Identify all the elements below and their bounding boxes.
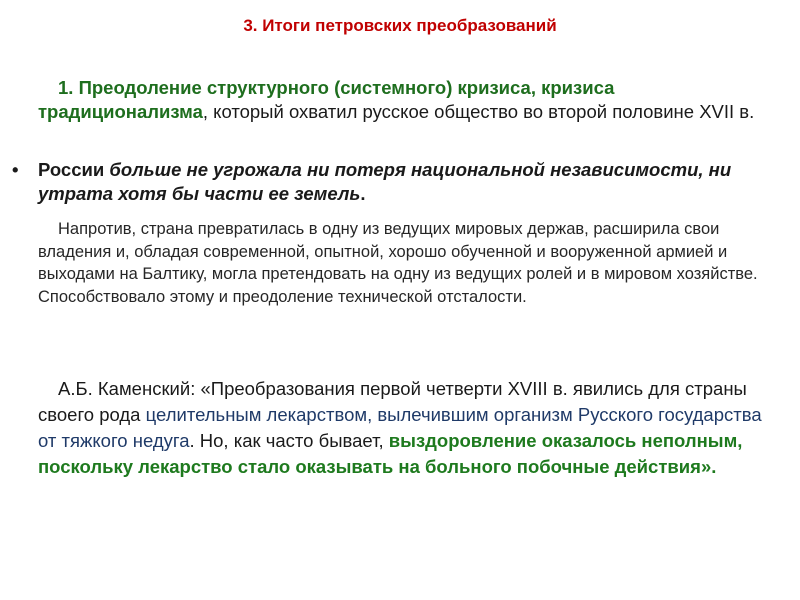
quote-paragraph (38, 376, 778, 480)
point-1-highlight: Преодоление структурного (системного) кризиса, кризиса традиционализма (38, 77, 615, 122)
bullet-end: . (360, 183, 366, 204)
slide-title: 3. Итоги петровских преобразований (243, 16, 557, 35)
bullet-item (12, 158, 782, 206)
paragraph-2-text: Напротив, страна превратилась в одну из ведущих мировых держав, расширила свои владения и, обладая современной, опытной, хорошо обученной и вооруженной армией и выходами на Балтику, могла претендовать на одну из ведущих ролей и в мировом хозяйстве. Способствовало этому и преодоление технической отсталости. (38, 220, 758, 306)
bullet-lead: России (38, 159, 110, 180)
quote-blue: целительным лекарством, вылечившим организм Русского государства от тяжкого недуга (38, 404, 762, 451)
paragraph-2 (38, 218, 788, 308)
point-1-paragraph (38, 76, 778, 124)
quote-part-1: А.Б. Каменский: «Преобразования первой четверти XVIII в. явились для страны своего рода (38, 378, 747, 425)
quote-part-2: . Но, как часто бывает, (189, 430, 389, 451)
point-1-number: 1. (58, 77, 79, 98)
quote-green: выздоровление оказалось неполным, поскольку лекарство стало оказывать на больного побочные действия». (38, 430, 743, 477)
bullet-text (38, 158, 782, 206)
bullet-italic: больше не угрожала ни потеря национальной независимости, ни утрата хотя бы части ее земель (38, 159, 732, 204)
bullet-marker: • (12, 159, 19, 180)
point-1-rest: , который охватил русское общество во второй половине XVII в. (202, 101, 755, 122)
